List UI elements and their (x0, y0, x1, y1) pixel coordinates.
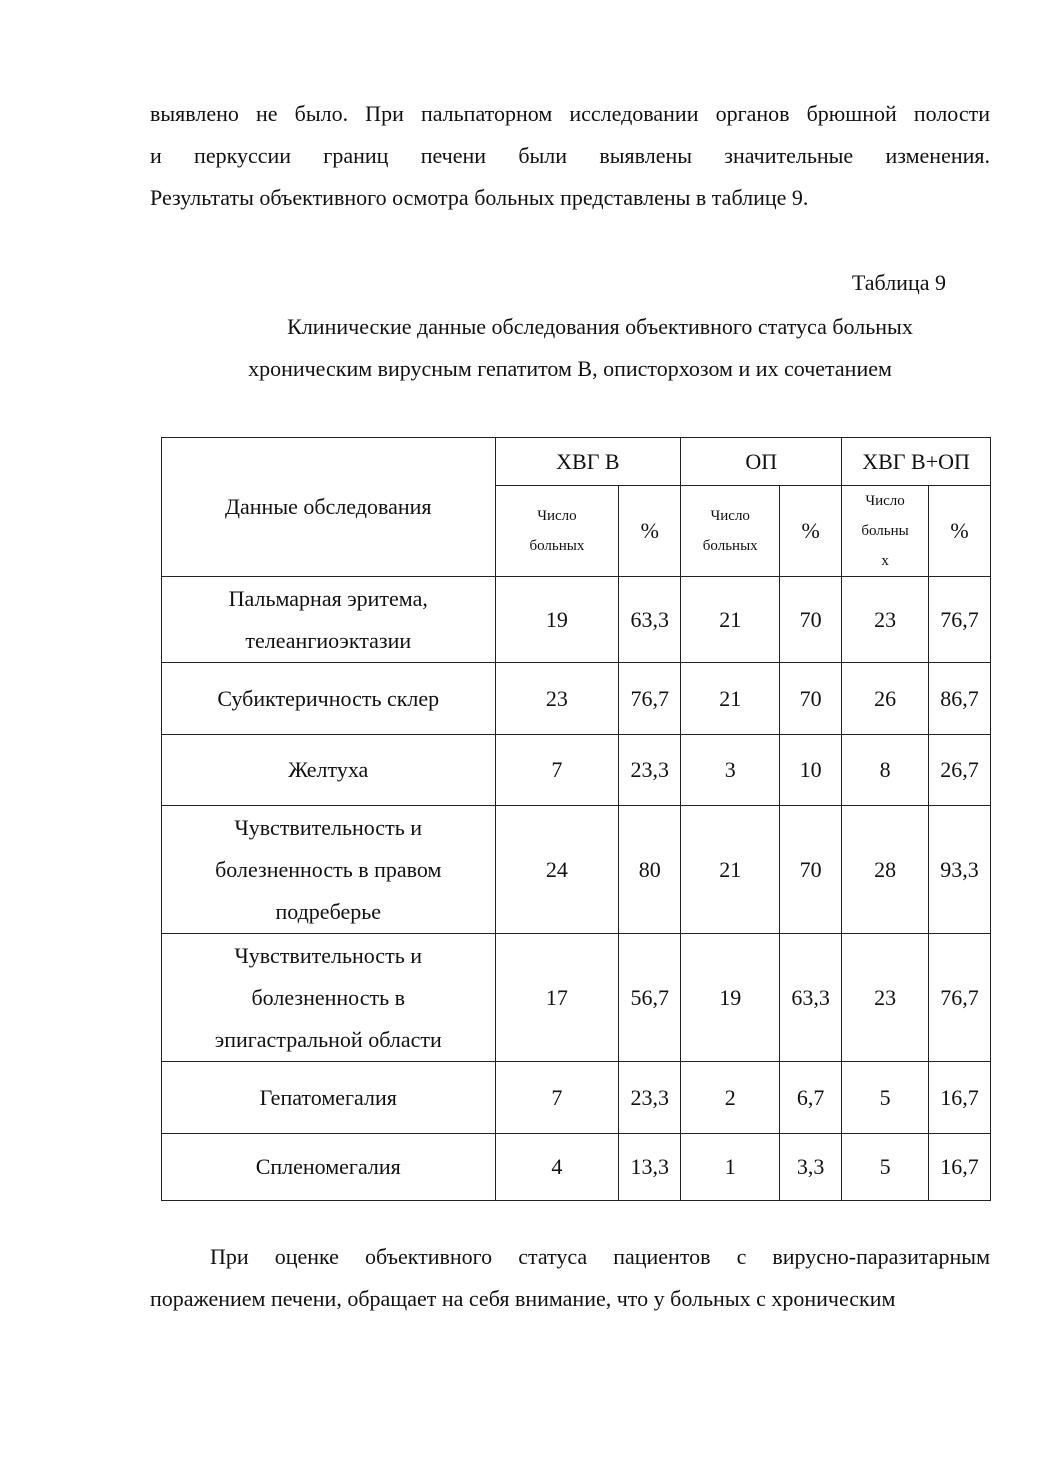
cell-percent: 56,7 (619, 934, 681, 1062)
subheader-count: Число больных (681, 486, 780, 577)
row-label: Гепатомегалия (162, 1062, 496, 1134)
row-label: Желтуха (162, 735, 496, 806)
cell-percent: 23,3 (619, 1062, 681, 1134)
caption-line: хроническим вирусным гепатитом В, описторхозом и их сочетанием (248, 356, 892, 381)
cell-percent: 23,3 (619, 735, 681, 806)
outro-line: При оценке объективного статуса пациентов с вирусно-паразитарным (210, 1244, 990, 1269)
clinical-data-table (161, 437, 991, 1201)
cell-count: 7 (495, 735, 619, 806)
cell-percent: 63,3 (780, 934, 842, 1062)
cell-count: 19 (495, 577, 619, 663)
cell-count: 28 (842, 806, 929, 934)
cell-count: 8 (842, 735, 929, 806)
header-group: ОП (681, 438, 842, 486)
row-label: Чувствительность и болезненность в эпигастральной области (162, 934, 496, 1062)
row-label: Субиктеричность склер (162, 663, 496, 735)
subheader-count: Число больны х (842, 486, 929, 577)
table-row (162, 806, 991, 934)
cell-percent: 93,3 (929, 806, 991, 934)
table-row (162, 663, 991, 735)
cell-count: 23 (495, 663, 619, 735)
cell-percent: 16,7 (929, 1062, 991, 1134)
cell-percent: 10 (780, 735, 842, 806)
cell-count: 5 (842, 1134, 929, 1201)
row-label: Спленомегалия (162, 1134, 496, 1201)
cell-count: 23 (842, 577, 929, 663)
cell-percent: 26,7 (929, 735, 991, 806)
cell-count: 4 (495, 1134, 619, 1201)
cell-count: 3 (681, 735, 780, 806)
subheader-percent: % (929, 486, 991, 577)
outro-line: поражением печени, обращает на себя внимание, что у больных с хроническим (150, 1286, 896, 1311)
intro-paragraph (150, 93, 990, 219)
table-row (162, 1134, 991, 1201)
cell-percent: 70 (780, 663, 842, 735)
cell-percent: 13,3 (619, 1134, 681, 1201)
cell-percent: 86,7 (929, 663, 991, 735)
header-exam-data: Данные обследования (162, 438, 496, 577)
cell-percent: 76,7 (619, 663, 681, 735)
cell-count: 21 (681, 806, 780, 934)
cell-percent: 76,7 (929, 577, 991, 663)
intro-line: и перкуссии границ печени были выявлены значительные изменения. (150, 143, 990, 168)
intro-line: Результаты объективного осмотра больных представлены в таблице 9. (150, 185, 809, 210)
cell-percent: 76,7 (929, 934, 991, 1062)
cell-count: 17 (495, 934, 619, 1062)
intro-line: выявлено не было. При пальпаторном исследовании органов брюшной полости (150, 101, 990, 126)
cell-percent: 70 (780, 577, 842, 663)
cell-percent: 70 (780, 806, 842, 934)
subheader-count: Число больных (495, 486, 619, 577)
header-group: ХВГ В+ОП (842, 438, 991, 486)
table-row (162, 1062, 991, 1134)
cell-count: 2 (681, 1062, 780, 1134)
cell-count: 23 (842, 934, 929, 1062)
cell-percent: 63,3 (619, 577, 681, 663)
cell-count: 7 (495, 1062, 619, 1134)
table-row (162, 577, 991, 663)
outro-paragraph (150, 1236, 990, 1320)
cell-count: 21 (681, 577, 780, 663)
table-number: Таблица 9 (851, 270, 946, 295)
cell-count: 5 (842, 1062, 929, 1134)
cell-percent: 6,7 (780, 1062, 842, 1134)
cell-percent: 80 (619, 806, 681, 934)
table-row (162, 934, 991, 1062)
row-label: Пальмарная эритема, телеангиоэктазии (162, 577, 496, 663)
cell-percent: 3,3 (780, 1134, 842, 1201)
cell-count: 24 (495, 806, 619, 934)
cell-count: 21 (681, 663, 780, 735)
caption-line: Клинические данные обследования объективного статуса больных (287, 314, 913, 339)
table-row (162, 735, 991, 806)
table-header-row (162, 438, 991, 486)
cell-count: 1 (681, 1134, 780, 1201)
cell-count: 19 (681, 934, 780, 1062)
subheader-percent: % (619, 486, 681, 577)
subheader-percent: % (780, 486, 842, 577)
header-group: ХВГ В (495, 438, 681, 486)
row-label: Чувствительность и болезненность в правом подреберье (162, 806, 496, 934)
table-body (162, 577, 991, 1201)
cell-count: 26 (842, 663, 929, 735)
table-caption (150, 306, 990, 390)
cell-percent: 16,7 (929, 1134, 991, 1201)
